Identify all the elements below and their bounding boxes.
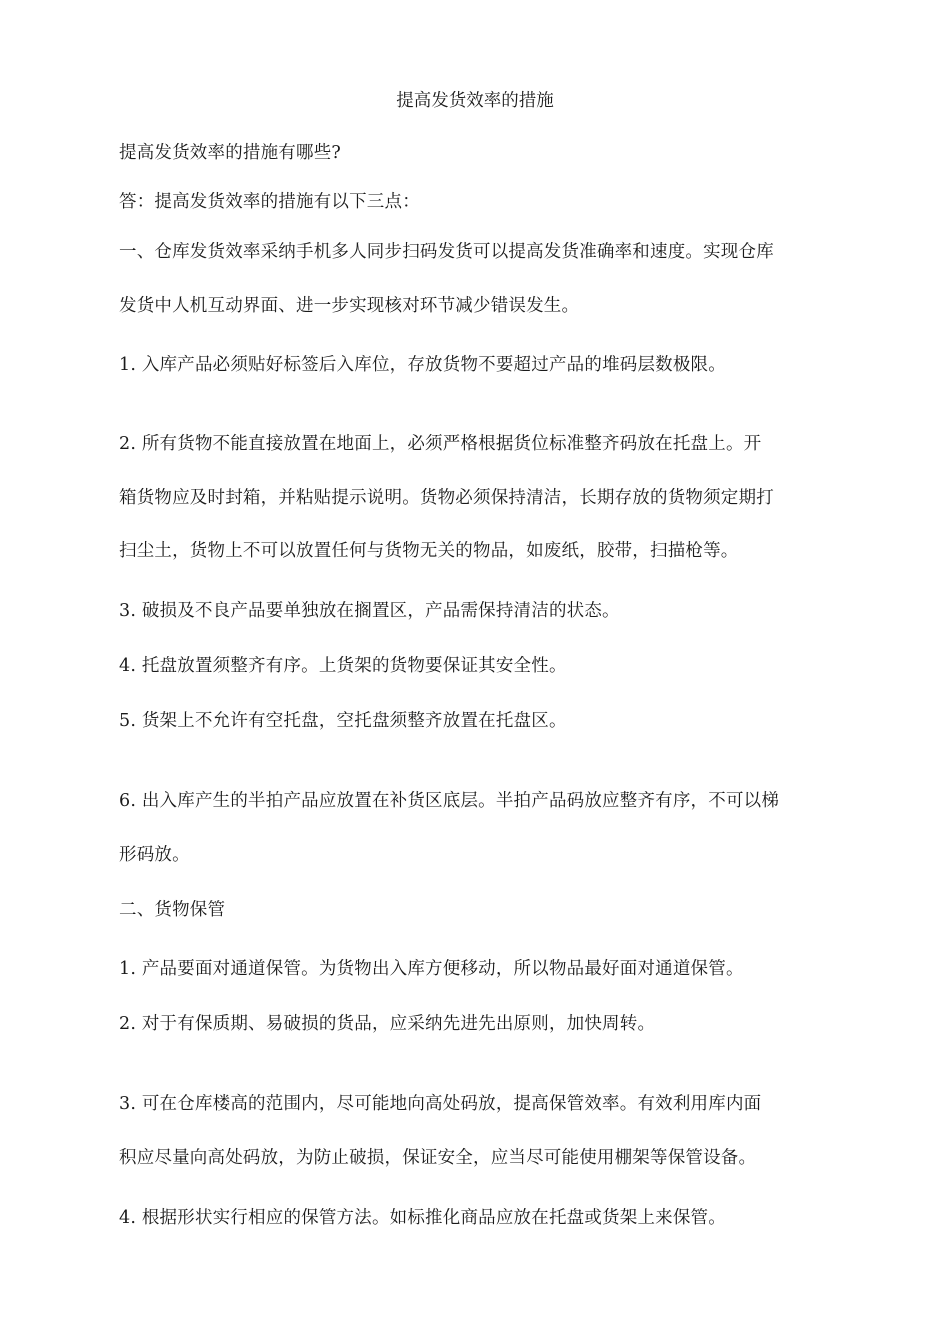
item-6-line-1: 6. 出入库产生的半拍产品应放置在补货区底层。半拍产品码放应整齐有序，不可以梯 — [119, 791, 780, 811]
item-2-line-2: 箱货物应及时封箱，并粘贴提示说明。货物必须保持清洁，长期存放的货物须定期打 — [119, 488, 774, 508]
storage-item-3-line-2: 积应尽量向高处码放，为防止破损，保证安全，应当尽可能使用棚架等保管设备。 — [119, 1148, 757, 1168]
item-2-line-1: 2. 所有货物不能直接放置在地面上，必须严格根据货位标准整齐码放在托盘上。开 — [119, 434, 762, 454]
storage-item-4-line: 4. 根据形状实行相应的保管方法。如标推化商品应放在托盘或货架上来保管。 — [119, 1208, 726, 1228]
storage-item-3-line-1: 3. 可在仓库楼高的范围内，尽可能地向高处码放，提高保管效率。有效利用库内面 — [119, 1094, 762, 1114]
question-line: 提高发货效率的措施有哪些? — [119, 143, 341, 163]
item-5-line: 5. 货架上不允许有空托盘，空托盘须整齐放置在托盘区。 — [119, 711, 567, 731]
section-two-heading: 二、货物保管 — [119, 900, 226, 920]
section-one-heading: 一、仓库发货效率采纳手机多人同步扫码发货可以提高发货准确率和速度。实现仓库 — [119, 242, 774, 262]
document-title: 提高发货效率的措施 — [396, 91, 554, 111]
item-4-line: 4. 托盘放置须整齐有序。上货架的货物要保证其安全性。 — [119, 656, 567, 676]
item-3-line: 3. 破损及不良产品要单独放在搁置区，产品需保持清洁的状态。 — [119, 601, 620, 621]
item-2-line-3: 扫尘土，货物上不可以放置任何与货物无关的物品，如废纸，胶带，扫描枪等。 — [119, 541, 739, 561]
section-one-continuation: 发货中人机互动界面、进一步实现核对环节减少错误发生。 — [119, 296, 580, 316]
answer-intro-line: 答：提高发货效率的措施有以下三点： — [119, 192, 420, 212]
storage-item-2-line: 2. 对于有保质期、易破损的货品，应采纳先进先出原则，加快周转。 — [119, 1014, 656, 1034]
item-6-line-2: 形码放。 — [119, 845, 190, 865]
storage-item-1-line: 1. 产品要面对通道保管。为货物出入库方便移动，所以物品最好面对通道保管。 — [119, 959, 744, 979]
item-1-line: 1. 入库产品必须贴好标签后入库位，存放货物不要超过产品的堆码层数极限。 — [119, 355, 726, 375]
